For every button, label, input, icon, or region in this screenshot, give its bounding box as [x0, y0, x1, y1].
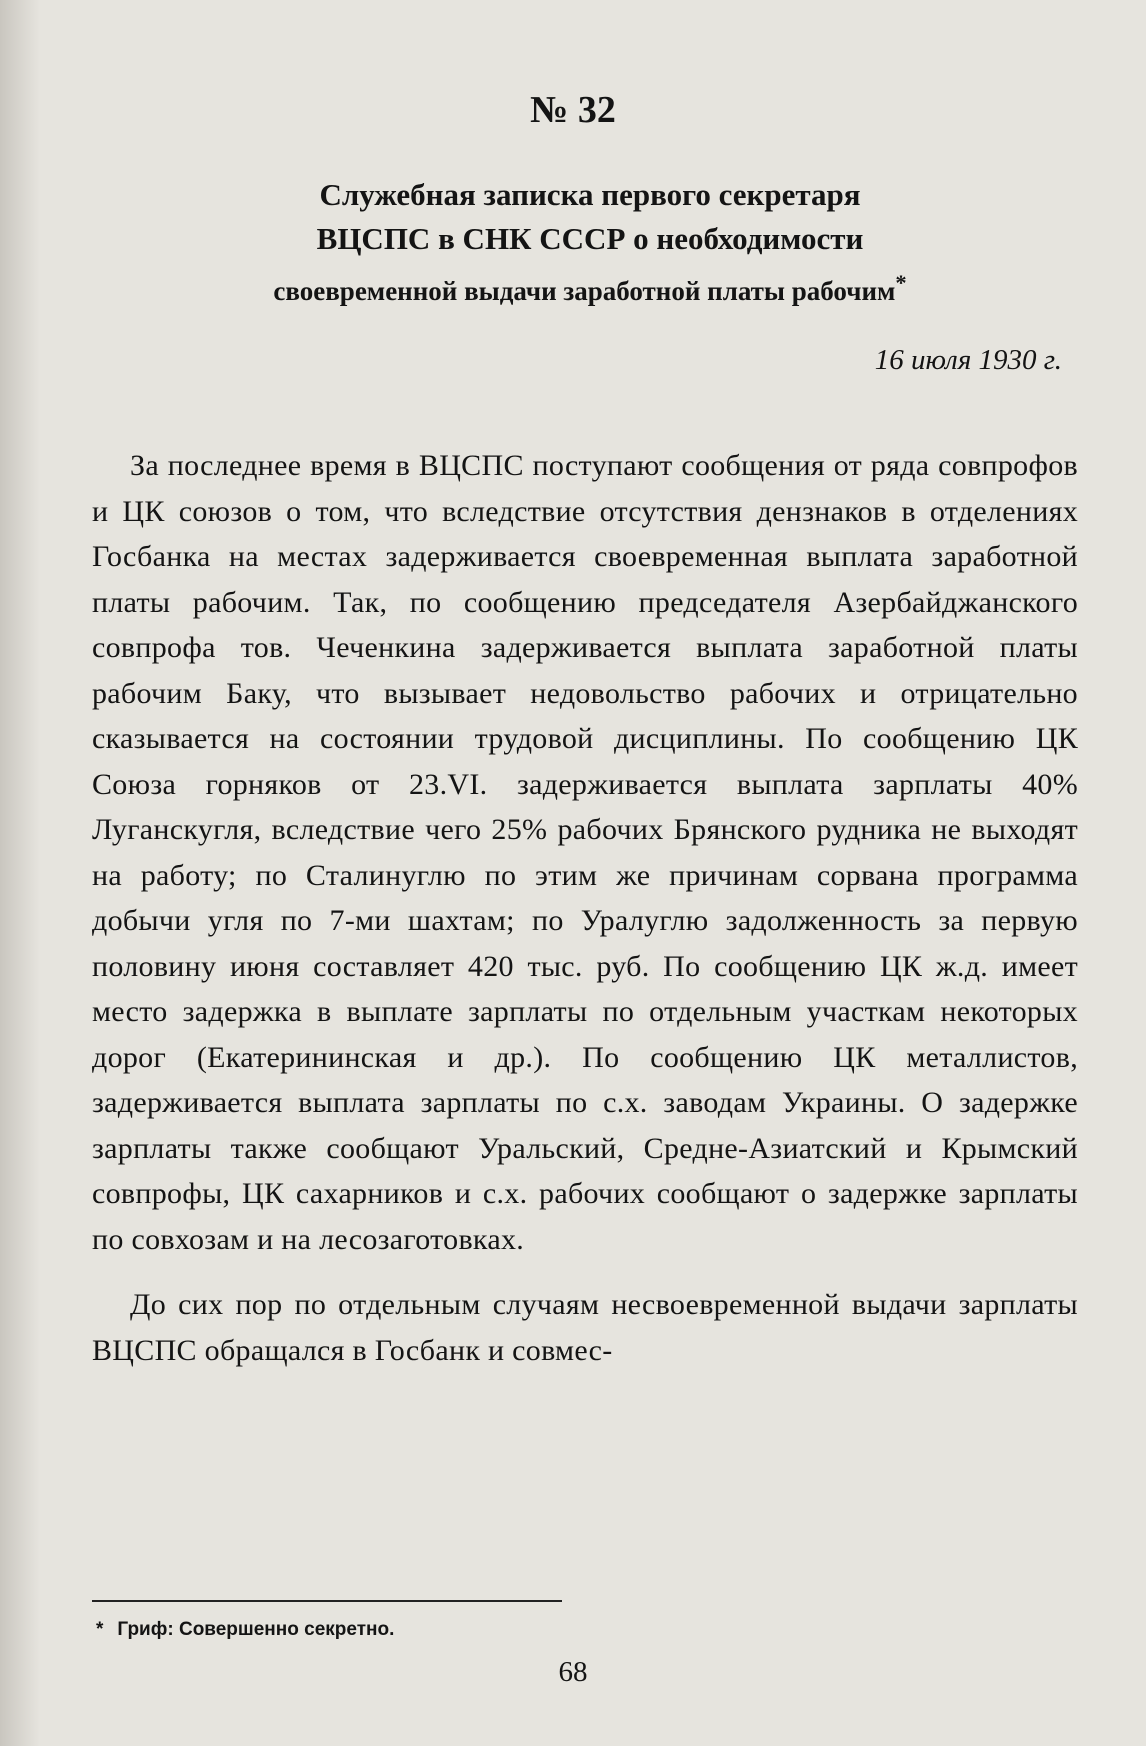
document-body — [92, 443, 1078, 1373]
footnote-text: Гриф: Совершенно секретно. — [117, 1619, 395, 1640]
title-footnote-marker: * — [895, 270, 907, 295]
title-line-3-text: своевременной выдачи заработной платы рабочим — [273, 276, 896, 306]
document-date: 16 июля 1930 г. — [874, 344, 1062, 376]
footnote — [96, 1619, 394, 1641]
title-line-2: ВЦСПС в СНК СССР о необходимости — [316, 221, 864, 256]
title-line-1: Служебная записка первого секретаря — [319, 177, 861, 212]
footnote-marker: * — [96, 1619, 104, 1640]
footnote-divider — [92, 1600, 562, 1602]
document-title — [120, 173, 1060, 313]
document-number: № 32 — [530, 89, 616, 131]
title-line-3 — [120, 261, 1060, 313]
page-number: 68 — [558, 1656, 588, 1688]
body-paragraph-2: До сих пор по отдельным случаям несвоевременной выдачи зарплаты ВЦСПС обращался в Госбанк и совмес- — [92, 1288, 1078, 1367]
page-gutter-shadow — [0, 0, 40, 1746]
body-paragraph-1: За последнее время в ВЦСПС поступают сообщения от ряда совпрофов и ЦК союзов о том, что вследствие отсутствия дензнаков в отделениях Госбанка на местах задерживается своевременная выплата заработной платы рабочим. Так, по сообщению председателя Азербайджанского совпрофа тов. Чеченкина задерживается выплата заработной платы рабочим Баку, что вызывает недовольство рабочих и отрицательно сказывается на состоянии трудовой дисциплины. По сообщению ЦК Союза горняков от 23.VI. задерживается выплата зарплаты 40% Луганскугля, вследствие чего 25% рабочих Брянского рудника не выходят на работу; по Сталинуглю по этим же причинам сорвана программа добычи угля по 7-ми шахтам; по Уралуглю задолженность за первую половину июня составляет 420 тыс. руб. По сообщению ЦК ж.д. имеет место задержка в выплате зарплаты по отдельным участкам некоторых дорог (Екатерининская и др.). По сообщению ЦК металлистов, задерживается выплата зарплаты по с.х. заводам Украины. О задержке зарплаты также сообщают Уральский, Средне-Азиатский и Крымский совпрофы, ЦК сахарников и с.х. рабочих сообщают о задержке зарплаты по совхозам и на лесозаготовках. — [92, 449, 1078, 1256]
